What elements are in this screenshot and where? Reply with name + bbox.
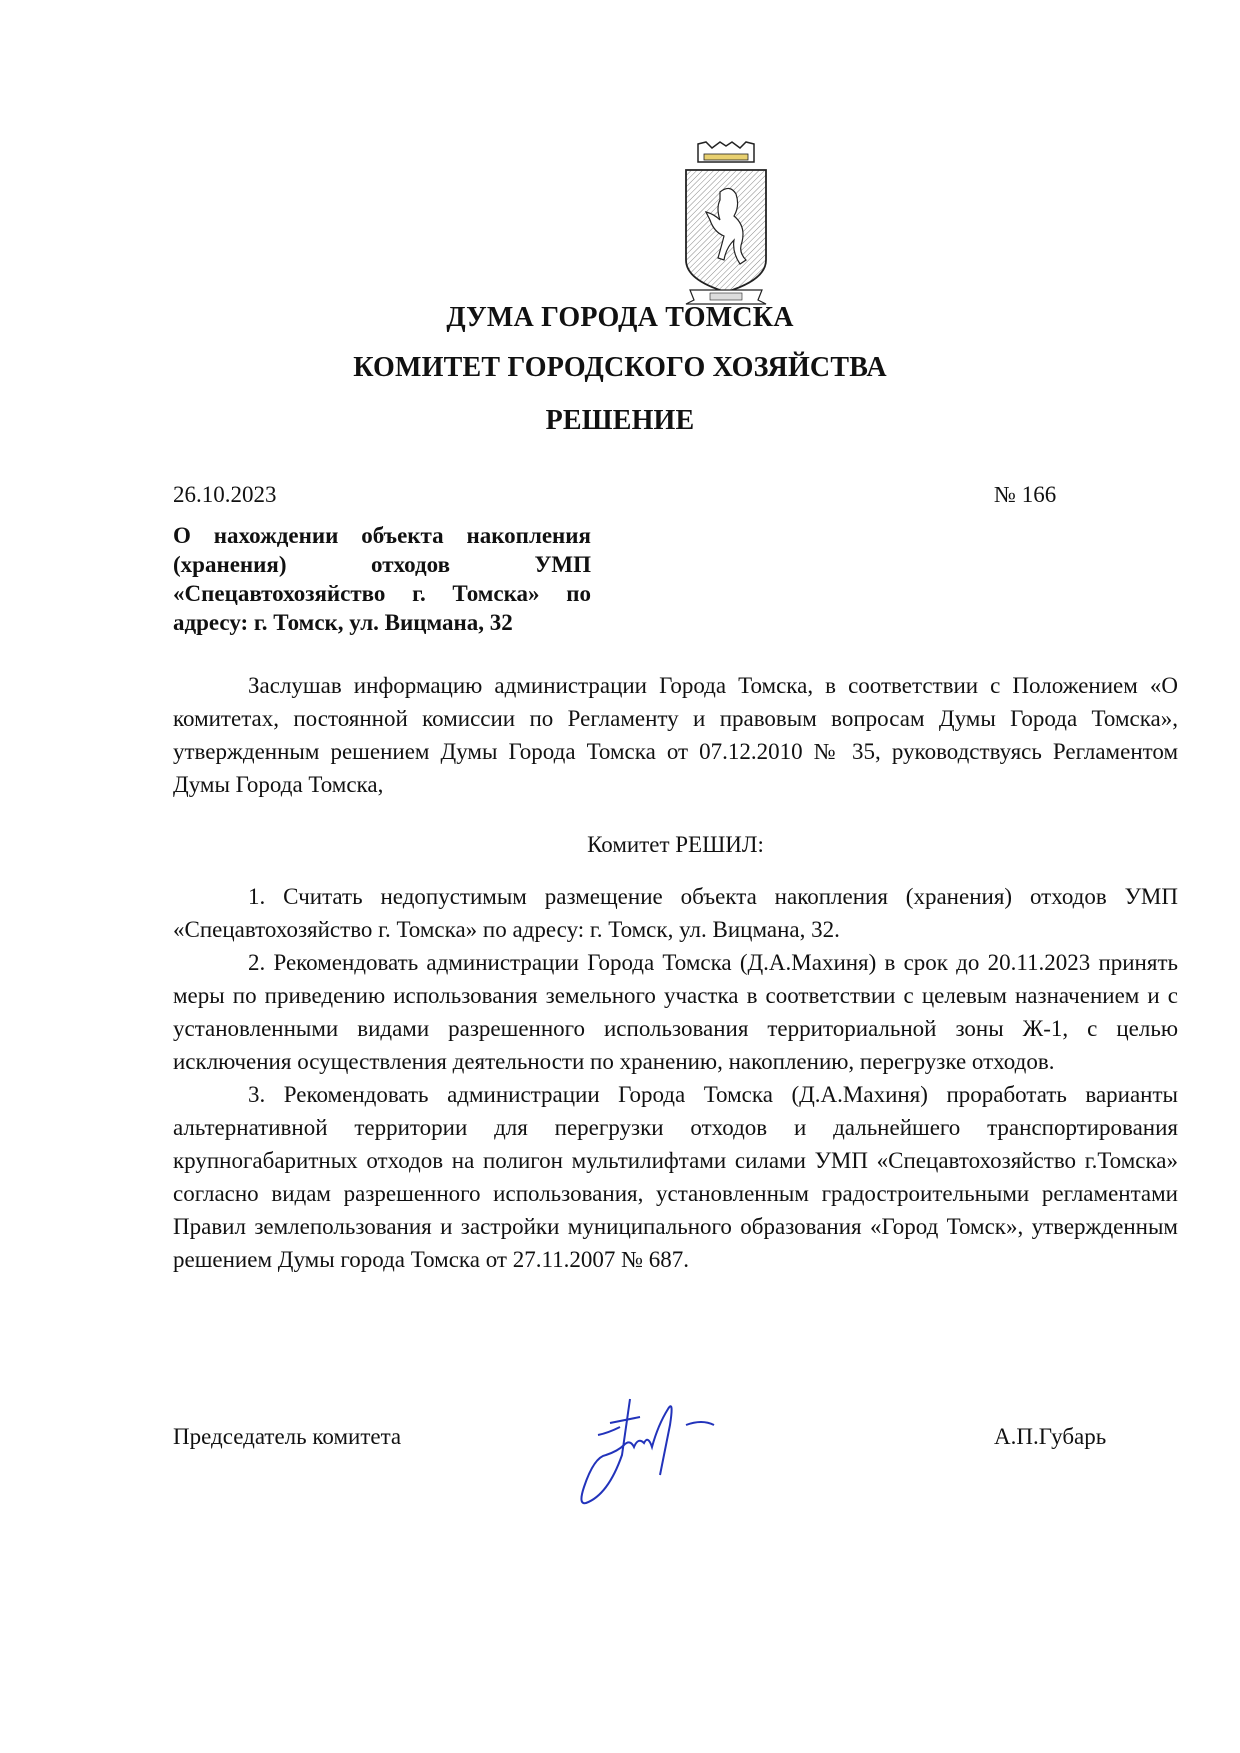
decision-item-1: 1. Считать недопустимым размещение объекта накопления (хранения) отходов УМП «Спецавтохозяйство г. Томска» по адресу: г. Томск, ул. Вицмана, 32. — [173, 884, 1178, 942]
subject-line: адресу: г. Томск, ул. Вицмана, 32 — [173, 610, 513, 635]
signatory-position: Председатель комитета — [173, 1424, 402, 1449]
subject-line: «Спецавтохозяйство г. Томска» по — [173, 581, 591, 606]
title-duma: ДУМА ГОРОДА ТОМСКА — [446, 302, 794, 333]
document-number: № 166 — [994, 482, 1057, 507]
decision-item-2: 2. Рекомендовать администрации Города Томска (Д.А.Махиня) в срок до 20.11.2023 принять меры по приведению использования земельного участка в соответствии с целевым назначением и с установленными видами разрешенного использования территориальной зоны Ж-1, с целью исключения осуществления деятельности по хранению, накоплению, перегрузке отходов. — [173, 950, 1178, 1074]
coat-of-arms-icon — [676, 140, 776, 308]
subject-heading — [173, 521, 591, 637]
title-committee: КОМИТЕТ ГОРОДСКОГО ХОЗЯЙСТВА — [353, 352, 887, 383]
coat-of-arms — [676, 140, 776, 308]
document-body — [173, 669, 1178, 1276]
subject-line: (хранения) отходов УМП — [173, 552, 591, 577]
preamble-paragraph: Заслушав информацию администрации Города Томска, в соответствии с Положением «О комитетах, постоянной комиссии по Регламенту и правовым вопросам Думы Города Томска», утвержденным решением Думы Города Томска от 07.12.2010 № 35, руководствуясь Регламентом Думы Города Томска, — [173, 673, 1178, 797]
decided-line: Комитет РЕШИЛ: — [587, 832, 764, 857]
document-date: 26.10.2023 — [173, 482, 277, 507]
subject-line: О нахождении объекта накопления — [173, 523, 591, 548]
signatory-name: А.П.Губарь — [994, 1424, 1107, 1449]
handwritten-signature — [578, 1395, 828, 1515]
decision-item-3: 3. Рекомендовать администрации Города Томска (Д.А.Махиня) проработать варианты альтернативной территории для перегрузки отходов и дальнейшего транспортирования крупногабаритных отходов на полигон мультилифтами силами УМП «Спецавтохозяйство г.Томска» согласно видам разрешенного использования, установленным градостроительными регламентами Правил землепользования и застройки муниципального образования «Город Томск», утвержденным решением Думы города Томска от 27.11.2007 № 687. — [173, 1082, 1178, 1272]
title-decision: РЕШЕНИЕ — [545, 405, 695, 436]
